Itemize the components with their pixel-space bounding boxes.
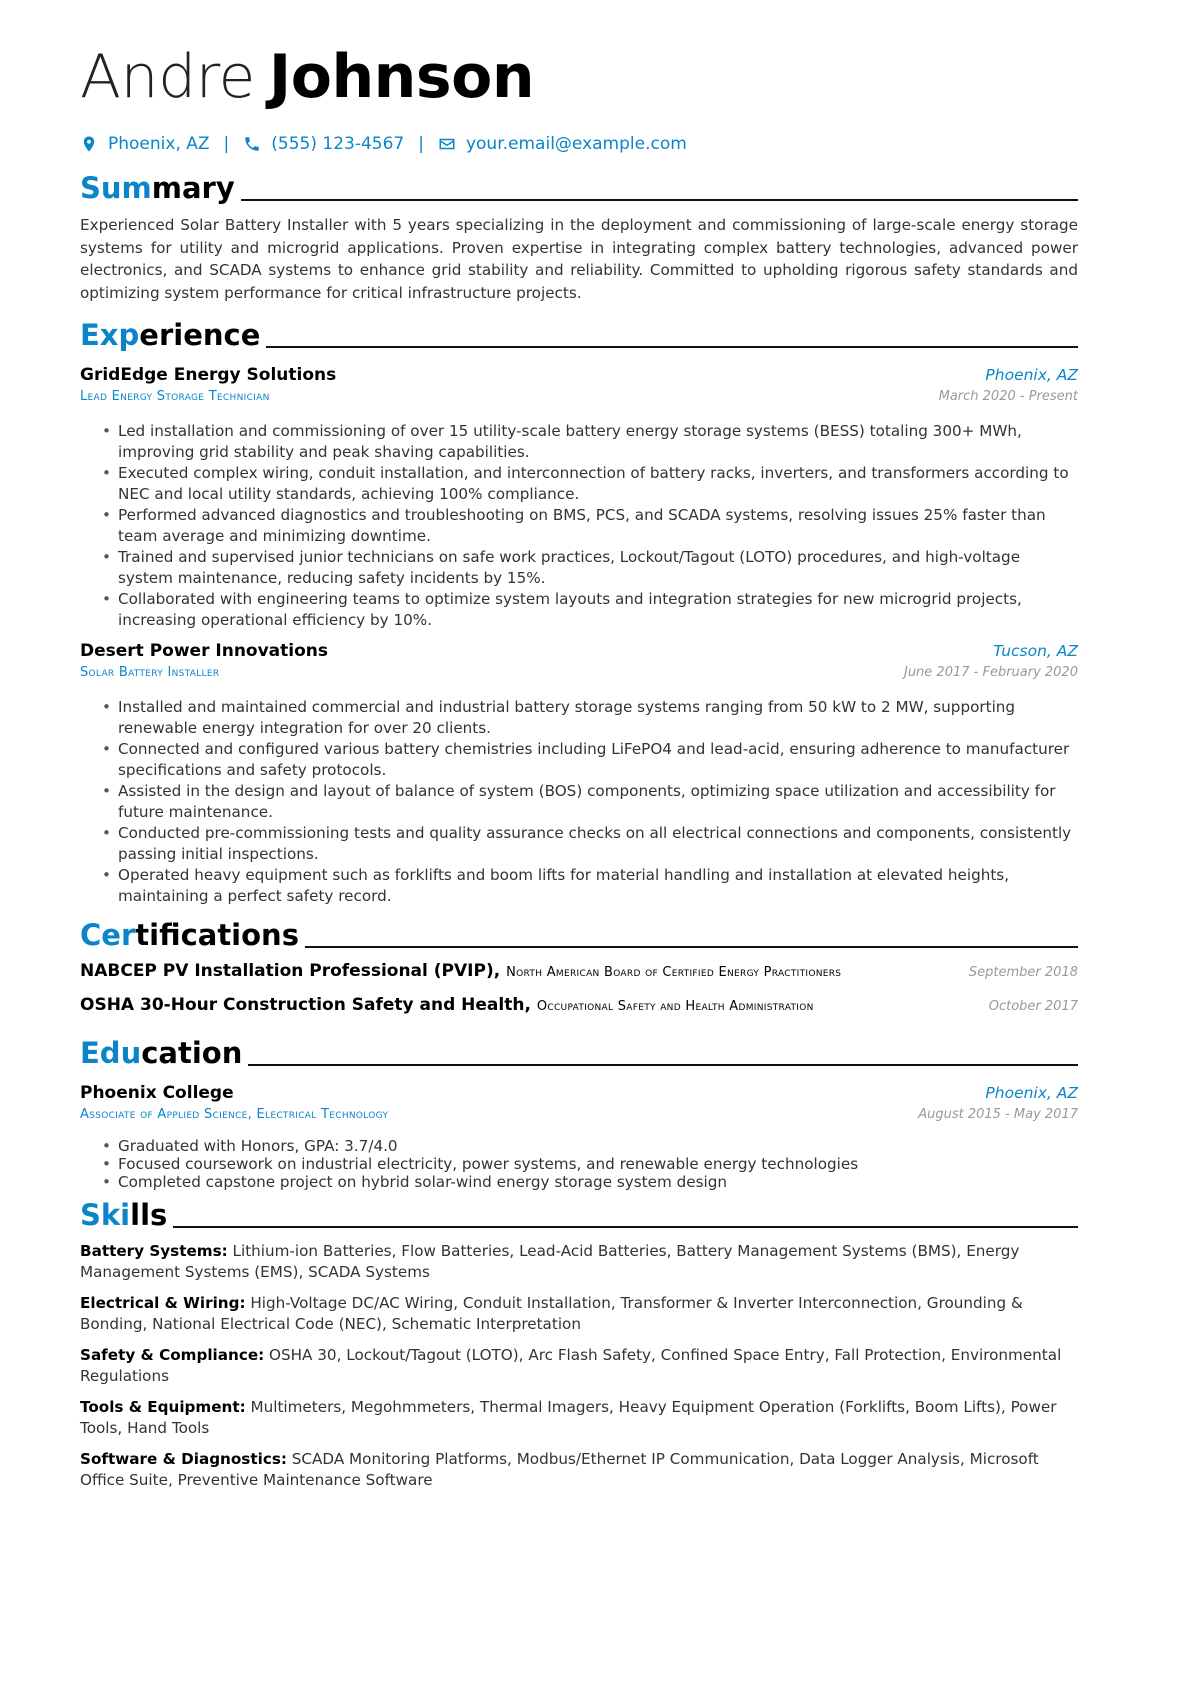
school-location: Phoenix, AZ <box>985 1083 1078 1102</box>
skill-row <box>80 1241 1078 1283</box>
skill-values: OSHA 30, Lockout/Tagout (LOTO), Arc Flash Safety, Confined Space Entry, Fall Protection, Environmental Regulations <box>80 1345 1062 1385</box>
bullet-item: • Collaborated with engineering teams to optimize system layouts and integration strategies for new microgrid projects, increasing operational efficiency by 10%. <box>102 589 1078 631</box>
bullet-item: • Executed complex wiring, conduit installation, and interconnection of battery racks, inverters, and transformers according to NEC and local utility standards, achieving 100% compliance. <box>102 463 1078 505</box>
certification-name: OSHA 30-Hour Construction Safety and Health <box>80 994 525 1015</box>
skill-values: SCADA Monitoring Platforms, Modbus/Ethernet IP Communication, Data Logger Analysis, Microsoft Office Suite, Preventive Maintenance Software <box>80 1449 1039 1489</box>
phone-icon <box>243 135 261 153</box>
location-text: Phoenix, AZ <box>108 134 210 154</box>
summary-heading-rest: mary <box>151 171 235 205</box>
bullet-item: • Assisted in the design and layout of balance of system (BOS) components, optimizing space utilization and accessibility for future maintenance. <box>102 781 1078 823</box>
skill-category: Tools & Equipment: <box>80 1397 246 1416</box>
map-pin-icon <box>80 135 98 153</box>
experience-entry <box>80 365 1078 631</box>
skill-row <box>80 1345 1078 1387</box>
skills-heading-accent: Ski <box>80 1197 131 1232</box>
skill-category: Software & Diagnostics: <box>80 1449 287 1468</box>
degree: Associate of Applied Science, Electrical Technology <box>80 1106 389 1122</box>
education-heading <box>80 1033 1078 1073</box>
candidate-name <box>80 0 1078 114</box>
certification-row: NABCEP PV Installation Professional (PVIP), North American Board of Certified Energy Practitioners September 2018 <box>80 960 1078 981</box>
contact-line <box>80 130 1078 158</box>
certifications-heading-accent: Cer <box>80 917 136 952</box>
last-name: Johnson <box>268 42 535 112</box>
experience-heading <box>80 315 1078 355</box>
skill-category: Electrical & Wiring: <box>80 1293 246 1312</box>
certifications-heading-rest: tifications <box>135 917 299 952</box>
certifications-list <box>80 961 1078 1029</box>
employer-name: GridEdge Energy Solutions <box>80 364 337 385</box>
experience-entry <box>80 641 1078 907</box>
first-name: Andre <box>80 42 255 112</box>
skill-row <box>80 1449 1078 1491</box>
bullet-item: • Completed capstone project on hybrid solar-wind energy storage system design <box>102 1173 1078 1191</box>
section-rule <box>241 199 1078 201</box>
section-rule <box>266 346 1078 348</box>
education-dates: August 2015 - May 2017 <box>918 1106 1078 1122</box>
certification-date: September 2018 <box>968 964 1078 980</box>
contact-phone[interactable] <box>243 130 404 158</box>
bullet-item: • Led installation and commissioning of over 15 utility-scale battery energy storage systems (BESS) totaling 300+ MWh, improving grid stability and peak shaving capabilities. <box>102 421 1078 463</box>
contact-separator: | <box>223 134 230 154</box>
bullet-item: • Focused coursework on industrial electricity, power systems, and renewable energy technologies <box>102 1155 1078 1173</box>
certifications-heading <box>80 915 1078 955</box>
bullet-item: • Connected and configured various battery chemistries including LiFePO4 and lead-acid, ensuring adherence to manufacturer specifications and safety protocols. <box>102 739 1078 781</box>
summary-text: Experienced Solar Battery Installer with 5 years specializing in the deployment and commissioning of large-scale energy storage systems for utility and microgrid applications. Proven expertise in integrating complex battery technologies, advanced power electronics, and SCADA systems to enhance grid stability and reliability. Committed to upholding rigorous safety standards and optimizing system performance for critical infrastructure projects. <box>80 216 1078 303</box>
education-heading-accent: Edu <box>80 1035 142 1070</box>
section-rule <box>305 946 1078 948</box>
skill-values: High-Voltage DC/AC Wiring, Conduit Installation, Transformer & Inverter Interconnection, Grounding & Bonding, National Electrical Code (NEC), Schematic Interpretation <box>80 1293 1023 1333</box>
school-name: Phoenix College <box>80 1082 234 1103</box>
employer-location: Phoenix, AZ <box>985 365 1078 384</box>
skill-row <box>80 1397 1078 1439</box>
contact-email[interactable] <box>438 130 687 158</box>
certification-issuer: Occupational Safety and Health Administration <box>536 998 814 1014</box>
skill-category: Battery Systems: <box>80 1241 228 1260</box>
skill-values: Lithium-ion Batteries, Flow Batteries, Lead-Acid Batteries, Battery Management Systems (BMS), Energy Management Systems (EMS), SCADA Systems <box>80 1241 1020 1281</box>
skills-list <box>80 1241 1078 1491</box>
contact-location <box>80 130 210 158</box>
job-bullets <box>80 697 1078 907</box>
certification-name: NABCEP PV Installation Professional (PVIP) <box>80 960 494 981</box>
section-rule <box>248 1064 1078 1066</box>
bullet-item: • Graduated with Honors, GPA: 3.7/4.0 <box>102 1137 1078 1155</box>
skill-category: Safety & Compliance: <box>80 1345 265 1364</box>
job-dates: March 2020 - Present <box>938 388 1078 404</box>
employer-name: Desert Power Innovations <box>80 640 329 661</box>
experience-heading-rest: erience <box>139 317 261 352</box>
skill-values: Multimeters, Megohmmeters, Thermal Imagers, Heavy Equipment Operation (Forklifts, Boom Lifts), Power Tools, Hand Tools <box>80 1397 1057 1437</box>
education-bullets <box>80 1137 1078 1191</box>
experience-heading-accent: Exp <box>80 317 140 352</box>
education-entry <box>80 1083 1078 1191</box>
skill-row <box>80 1293 1078 1335</box>
section-rule <box>173 1226 1078 1228</box>
bullet-item: • Operated heavy equipment such as forklifts and boom lifts for material handling and installation at elevated heights, maintaining a perfect safety record. <box>102 865 1078 907</box>
certification-date: October 2017 <box>988 998 1078 1014</box>
email-text: your.email@example.com <box>465 134 687 154</box>
skills-heading-rest: lls <box>130 1197 168 1232</box>
bullet-item: • Performed advanced diagnostics and troubleshooting on BMS, PCS, and SCADA systems, resolving issues 25% faster than team average and minimizing downtime. <box>102 505 1078 547</box>
job-title: Lead Energy Storage Technician <box>80 388 270 404</box>
job-dates: June 2017 - February 2020 <box>903 664 1078 680</box>
employer-location: Tucson, AZ <box>993 641 1078 660</box>
phone-text: (555) 123-4567 <box>271 134 405 154</box>
certification-issuer: North American Board of Certified Energy Practitioners <box>506 964 842 980</box>
envelope-icon <box>438 135 456 153</box>
contact-separator: | <box>418 134 424 154</box>
skills-heading <box>80 1195 1078 1235</box>
summary-heading-accent: Sum <box>80 171 152 205</box>
summary-heading <box>80 168 1078 208</box>
bullet-item: • Installed and maintained commercial and industrial battery storage systems ranging from 50 kW to 2 MW, supporting renewable energy integration for over 20 clients. <box>102 697 1078 739</box>
education-heading-rest: cation <box>141 1035 243 1070</box>
certification-row: OSHA 30-Hour Construction Safety and Health, Occupational Safety and Health Administration October 2017 <box>80 994 1078 1015</box>
bullet-item: • Trained and supervised junior technicians on safe work practices, Lockout/Tagout (LOTO) procedures, and high-voltage system maintenance, reducing safety incidents by 15%. <box>102 547 1078 589</box>
job-title: Solar Battery Installer <box>80 664 220 680</box>
job-bullets <box>80 421 1078 631</box>
bullet-item: • Conducted pre-commissioning tests and quality assurance checks on all electrical connections and components, consistently passing initial inspections. <box>102 823 1078 865</box>
